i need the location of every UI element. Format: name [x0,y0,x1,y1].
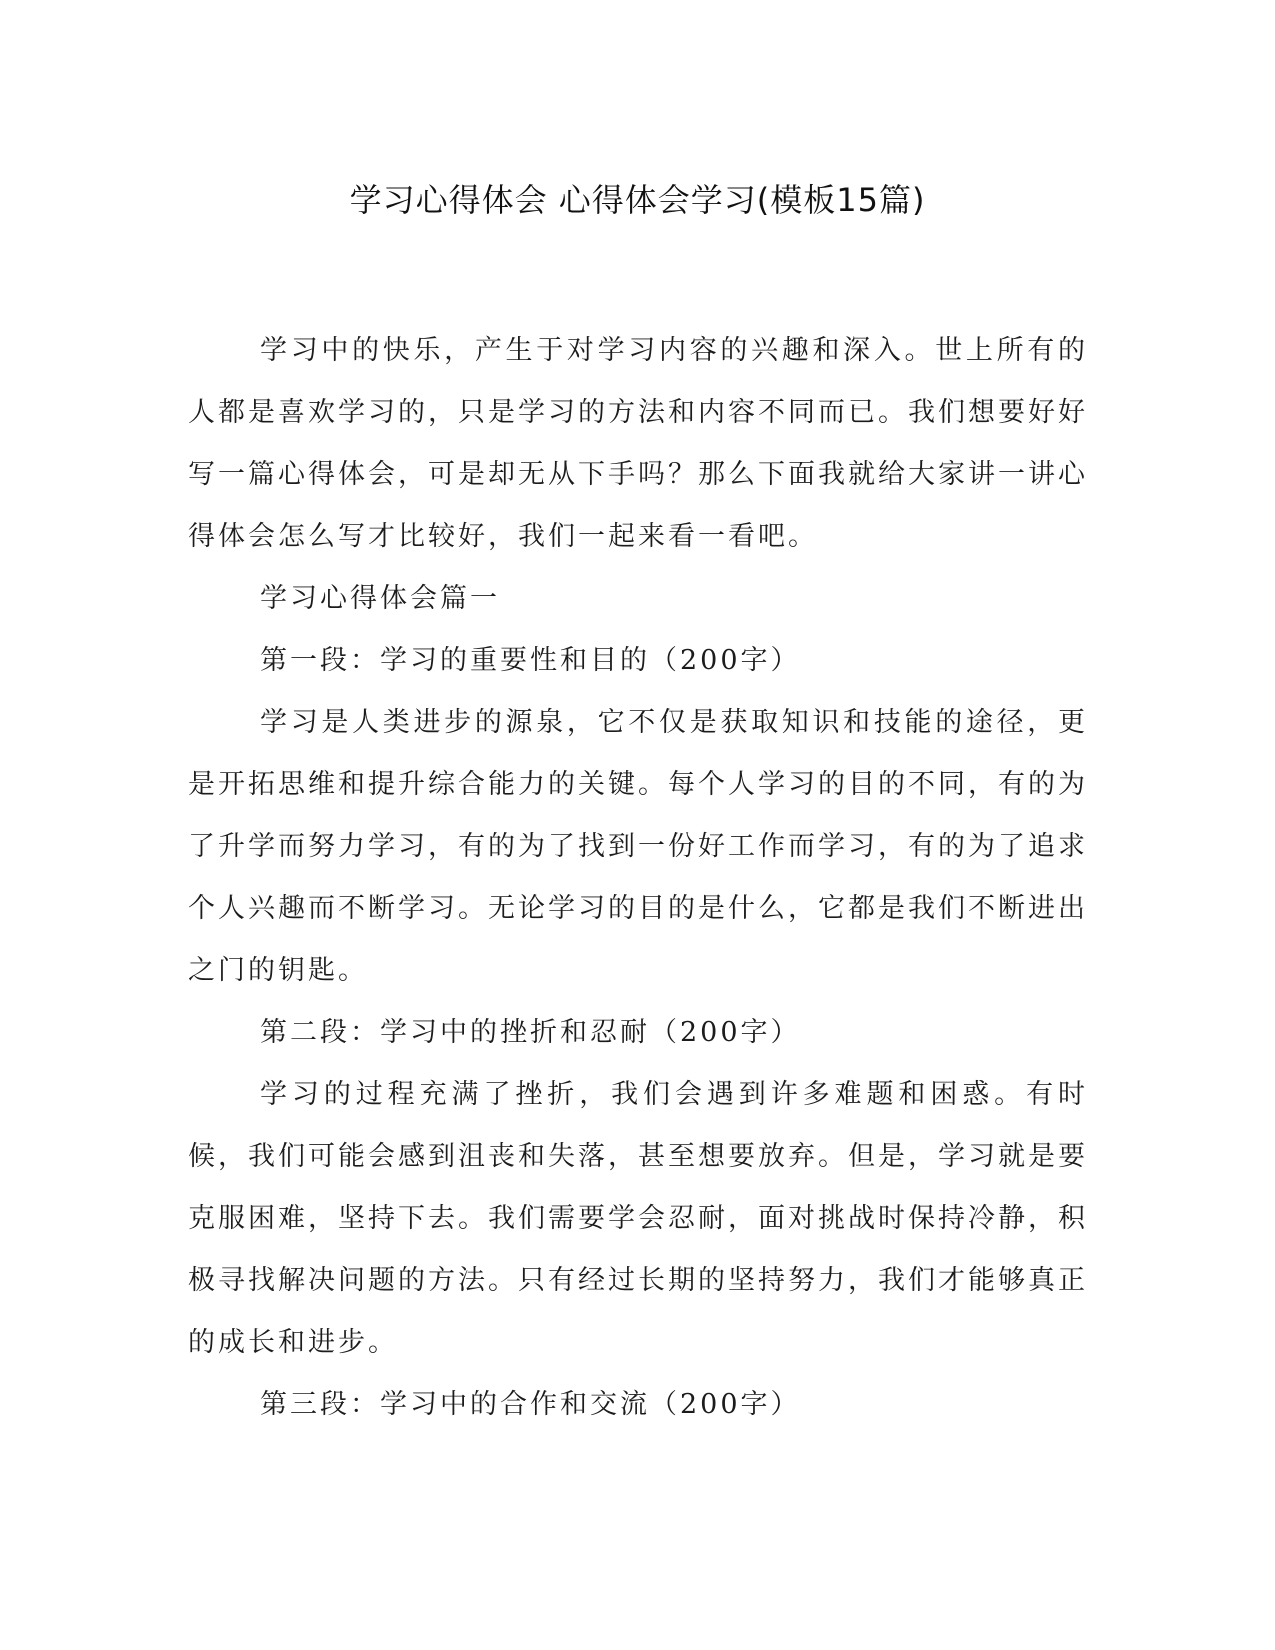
section-heading-1: 第一段：学习的重要性和目的（200字） [260,645,801,676]
section-heading-2: 第二段：学习中的挫折和忍耐（200字） [260,1017,801,1048]
document-body [188,320,1088,1436]
section-paragraph-1: 学习是人类进步的源泉，它不仅是获取知识和技能的途径，更是开拓思维和提升综合能力的关键。每个人学习的目的不同，有的为了升学而努力学习，有的为了找到一份好工作而学习，有的为了追求个人兴趣而不断学习。无论学习的目的是什么，它都是我们不断进出之门的钥匙。 [188,707,1088,986]
section-paragraph-2: 学习的过程充满了挫折，我们会遇到许多难题和困惑。有时候，我们可能会感到沮丧和失落，甚至想要放弃。但是，学习就是要克服困难，坚持下去。我们需要学会忍耐，面对挑战时保持冷静，积极寻找解决问题的方法。只有经过长期的坚持努力，我们才能够真正的成长和进步。 [188,1079,1088,1358]
section-heading-3: 第三段：学习中的合作和交流（200字） [260,1389,801,1420]
document-title: 学习心得体会 心得体会学习(模板15篇) [349,181,926,219]
chapter-title: 学习心得体会篇一 [260,583,500,614]
intro-paragraph: 学习中的快乐，产生于对学习内容的兴趣和深入。世上所有的人都是喜欢学习的，只是学习的方法和内容不同而已。我们想要好好写一篇心得体会，可是却无从下手吗？那么下面我就给大家讲一讲心得体会怎么写才比较好，我们一起来看一看吧。 [188,335,1088,552]
